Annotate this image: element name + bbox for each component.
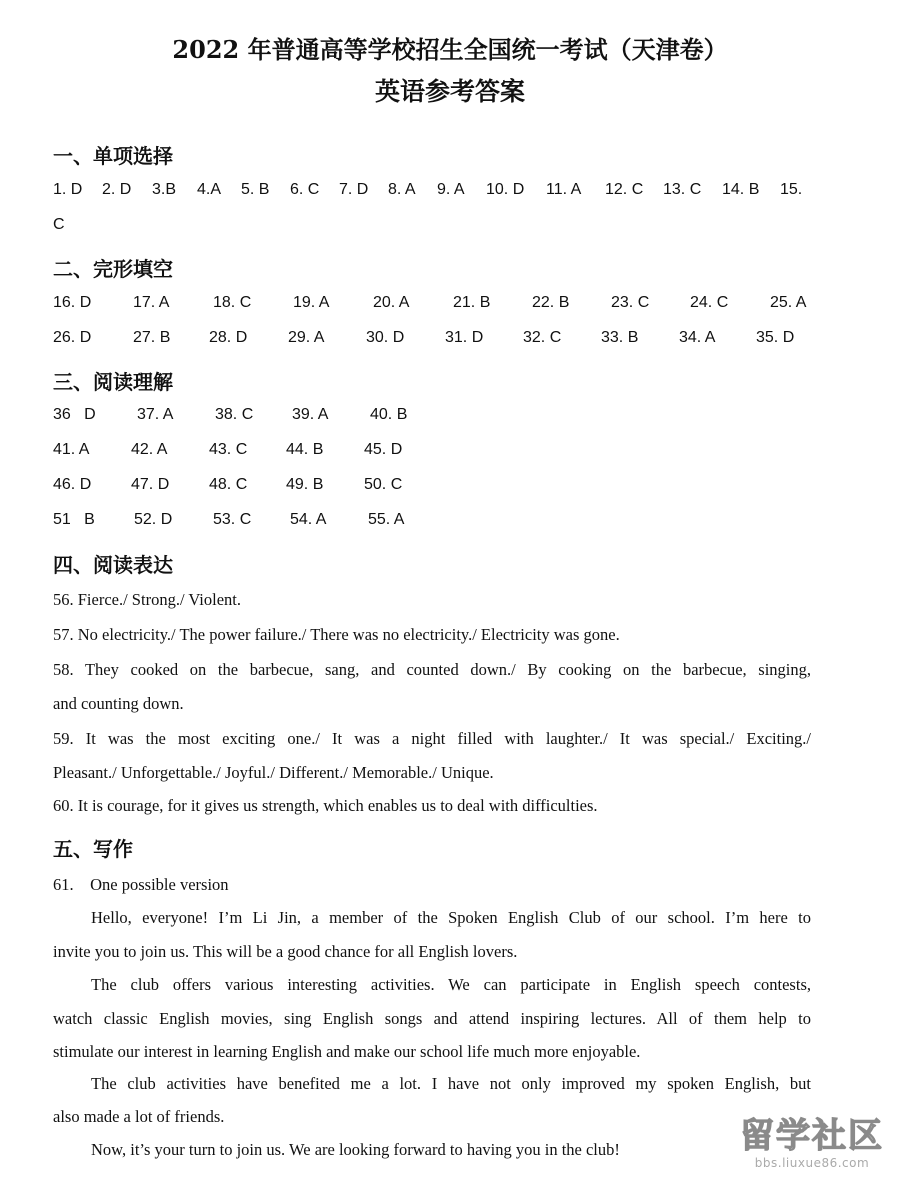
answer-item: 31. D [445, 329, 484, 346]
answer-item: 33. B [601, 329, 639, 346]
writing-label: 61. One possible version [53, 875, 229, 894]
answer-item: 1. D [53, 181, 83, 198]
answer-item: 3.B [152, 181, 177, 198]
answer-item: 13. C [663, 181, 702, 198]
expression-answer-58: 58. They cooked on the barbecue, sang, and counted down./ By cooking on the barbecue, singing, [53, 660, 811, 679]
answer-item: 47. D [131, 476, 170, 493]
answer-item: 52. D [134, 511, 173, 528]
answer-item: 45. D [364, 441, 403, 458]
watermark-url: bbs.liuxue86.com [754, 1156, 870, 1170]
reading-row-3 [53, 476, 473, 500]
answer-item: 8. A [388, 181, 416, 198]
answer-item: 34. A [679, 329, 716, 346]
answer-item: 15. [780, 181, 803, 198]
expression-answer-57: 57. No electricity./ The power failure./ There was no electricity./ Electricity was gone. [53, 625, 620, 644]
answer-item: 20. A [373, 294, 410, 311]
answer-item: 25. A [770, 294, 807, 311]
answer-item: 28. D [209, 329, 248, 346]
answer-item: 24. C [690, 294, 729, 311]
answer-item: 39. A [292, 406, 329, 423]
answer-item: 37. A [137, 406, 174, 423]
answer-item: 27. B [133, 329, 171, 346]
writing-paragraph-2-end: stimulate our interest in learning English and make our school life much more enjoyable. [53, 1042, 641, 1061]
expression-answer-56: 56. Fierce./ Strong./ Violent. [53, 590, 241, 609]
answer-item: 43. C [209, 441, 248, 458]
single-choice-row-1 [53, 181, 843, 205]
site-watermark [732, 1116, 892, 1178]
section-heading-reading-expression: 四、阅读表达 [53, 553, 173, 577]
answer-item: 30. D [366, 329, 405, 346]
reading-row-1 [53, 406, 473, 430]
answer-item: 51 B [53, 511, 95, 528]
expression-answer-58-cont: and counting down. [53, 694, 184, 713]
section-heading-writing: 五、写作 [53, 837, 133, 861]
answer-item: 22. B [532, 294, 570, 311]
answer-item: 50. C [364, 476, 403, 493]
section-heading-single-choice: 一、单项选择 [53, 144, 173, 168]
writing-paragraph-3-cont: also made a lot of friends. [53, 1107, 225, 1126]
cloze-row-2 [53, 329, 843, 353]
answer-item: 16. D [53, 294, 92, 311]
writing-paragraph-3: The club activities have benefited me a lot. I have not only improved my spoken English, but [91, 1074, 811, 1093]
answer-item: 10. D [486, 181, 525, 198]
answer-item: 12. C [605, 181, 644, 198]
answer-item: 4.A [197, 181, 222, 198]
answer-item: 2. D [102, 181, 132, 198]
single-choice-row-2 [53, 216, 153, 240]
writing-paragraph-1: Hello, everyone! I’m Li Jin, a member of the Spoken English Club of our school. I’m here to [91, 908, 811, 927]
answer-item: 48. C [209, 476, 248, 493]
answer-item: 19. A [293, 294, 330, 311]
reading-row-4 [53, 511, 473, 535]
writing-paragraph-2-cont: watch classic English movies, sing English songs and attend inspiring lectures. All of them help to [53, 1009, 811, 1028]
answer-item: 38. C [215, 406, 254, 423]
answer-item: 29. A [288, 329, 325, 346]
answer-item: 6. C [290, 181, 320, 198]
answer-item: 40. B [370, 406, 408, 423]
watermark-logo-text: 留学社区 [740, 1116, 884, 1156]
writing-paragraph-4: Now, it’s your turn to join us. We are looking forward to having you in the club! [91, 1140, 620, 1159]
answer-item: 44. B [286, 441, 324, 458]
answer-item: 35. D [756, 329, 795, 346]
answer-item: 36 D [53, 406, 96, 423]
cloze-row-1 [53, 294, 843, 318]
writing-paragraph-2: The club offers various interesting activities. We can participate in English speech contests, [91, 975, 811, 994]
answer-item: 23. C [611, 294, 650, 311]
answer-item: 7. D [339, 181, 369, 198]
answer-item: 32. C [523, 329, 562, 346]
answer-item: 26. D [53, 329, 92, 346]
answer-item: 53. C [213, 511, 252, 528]
page-title: 2022 年普通高等学校招生全国统一考试（天津卷） [172, 35, 728, 64]
answer-item: 42. A [131, 441, 168, 458]
answer-item: 55. A [368, 511, 405, 528]
expression-answer-60: 60. It is courage, for it gives us strength, which enables us to deal with difficulties. [53, 796, 598, 815]
answer-item: 11. A [546, 181, 582, 198]
answer-item: 18. C [213, 294, 252, 311]
writing-paragraph-1-cont: invite you to join us. This will be a good chance for all English lovers. [53, 942, 518, 961]
section-heading-cloze: 二、完形填空 [53, 257, 173, 281]
expression-answer-59: 59. It was the most exciting one./ It was a night filled with laughter./ It was special./ Exciting./ [53, 729, 811, 748]
answer-item: 17. A [133, 294, 170, 311]
answer-item: 9. A [437, 181, 465, 198]
answer-item: 46. D [53, 476, 92, 493]
answer-item: C [53, 216, 65, 233]
reading-row-2 [53, 441, 473, 465]
answer-item: 41. A [53, 441, 90, 458]
answer-item: 49. B [286, 476, 324, 493]
answer-item: 14. B [722, 181, 760, 198]
answer-item: 54. A [290, 511, 327, 528]
page-subtitle: 英语参考答案 [374, 77, 525, 106]
answer-item: 21. B [453, 294, 491, 311]
expression-answer-59-cont: Pleasant./ Unforgettable./ Joyful./ Different./ Memorable./ Unique. [53, 763, 494, 782]
section-heading-reading: 三、阅读理解 [53, 370, 173, 394]
answer-item: 5. B [241, 181, 270, 198]
